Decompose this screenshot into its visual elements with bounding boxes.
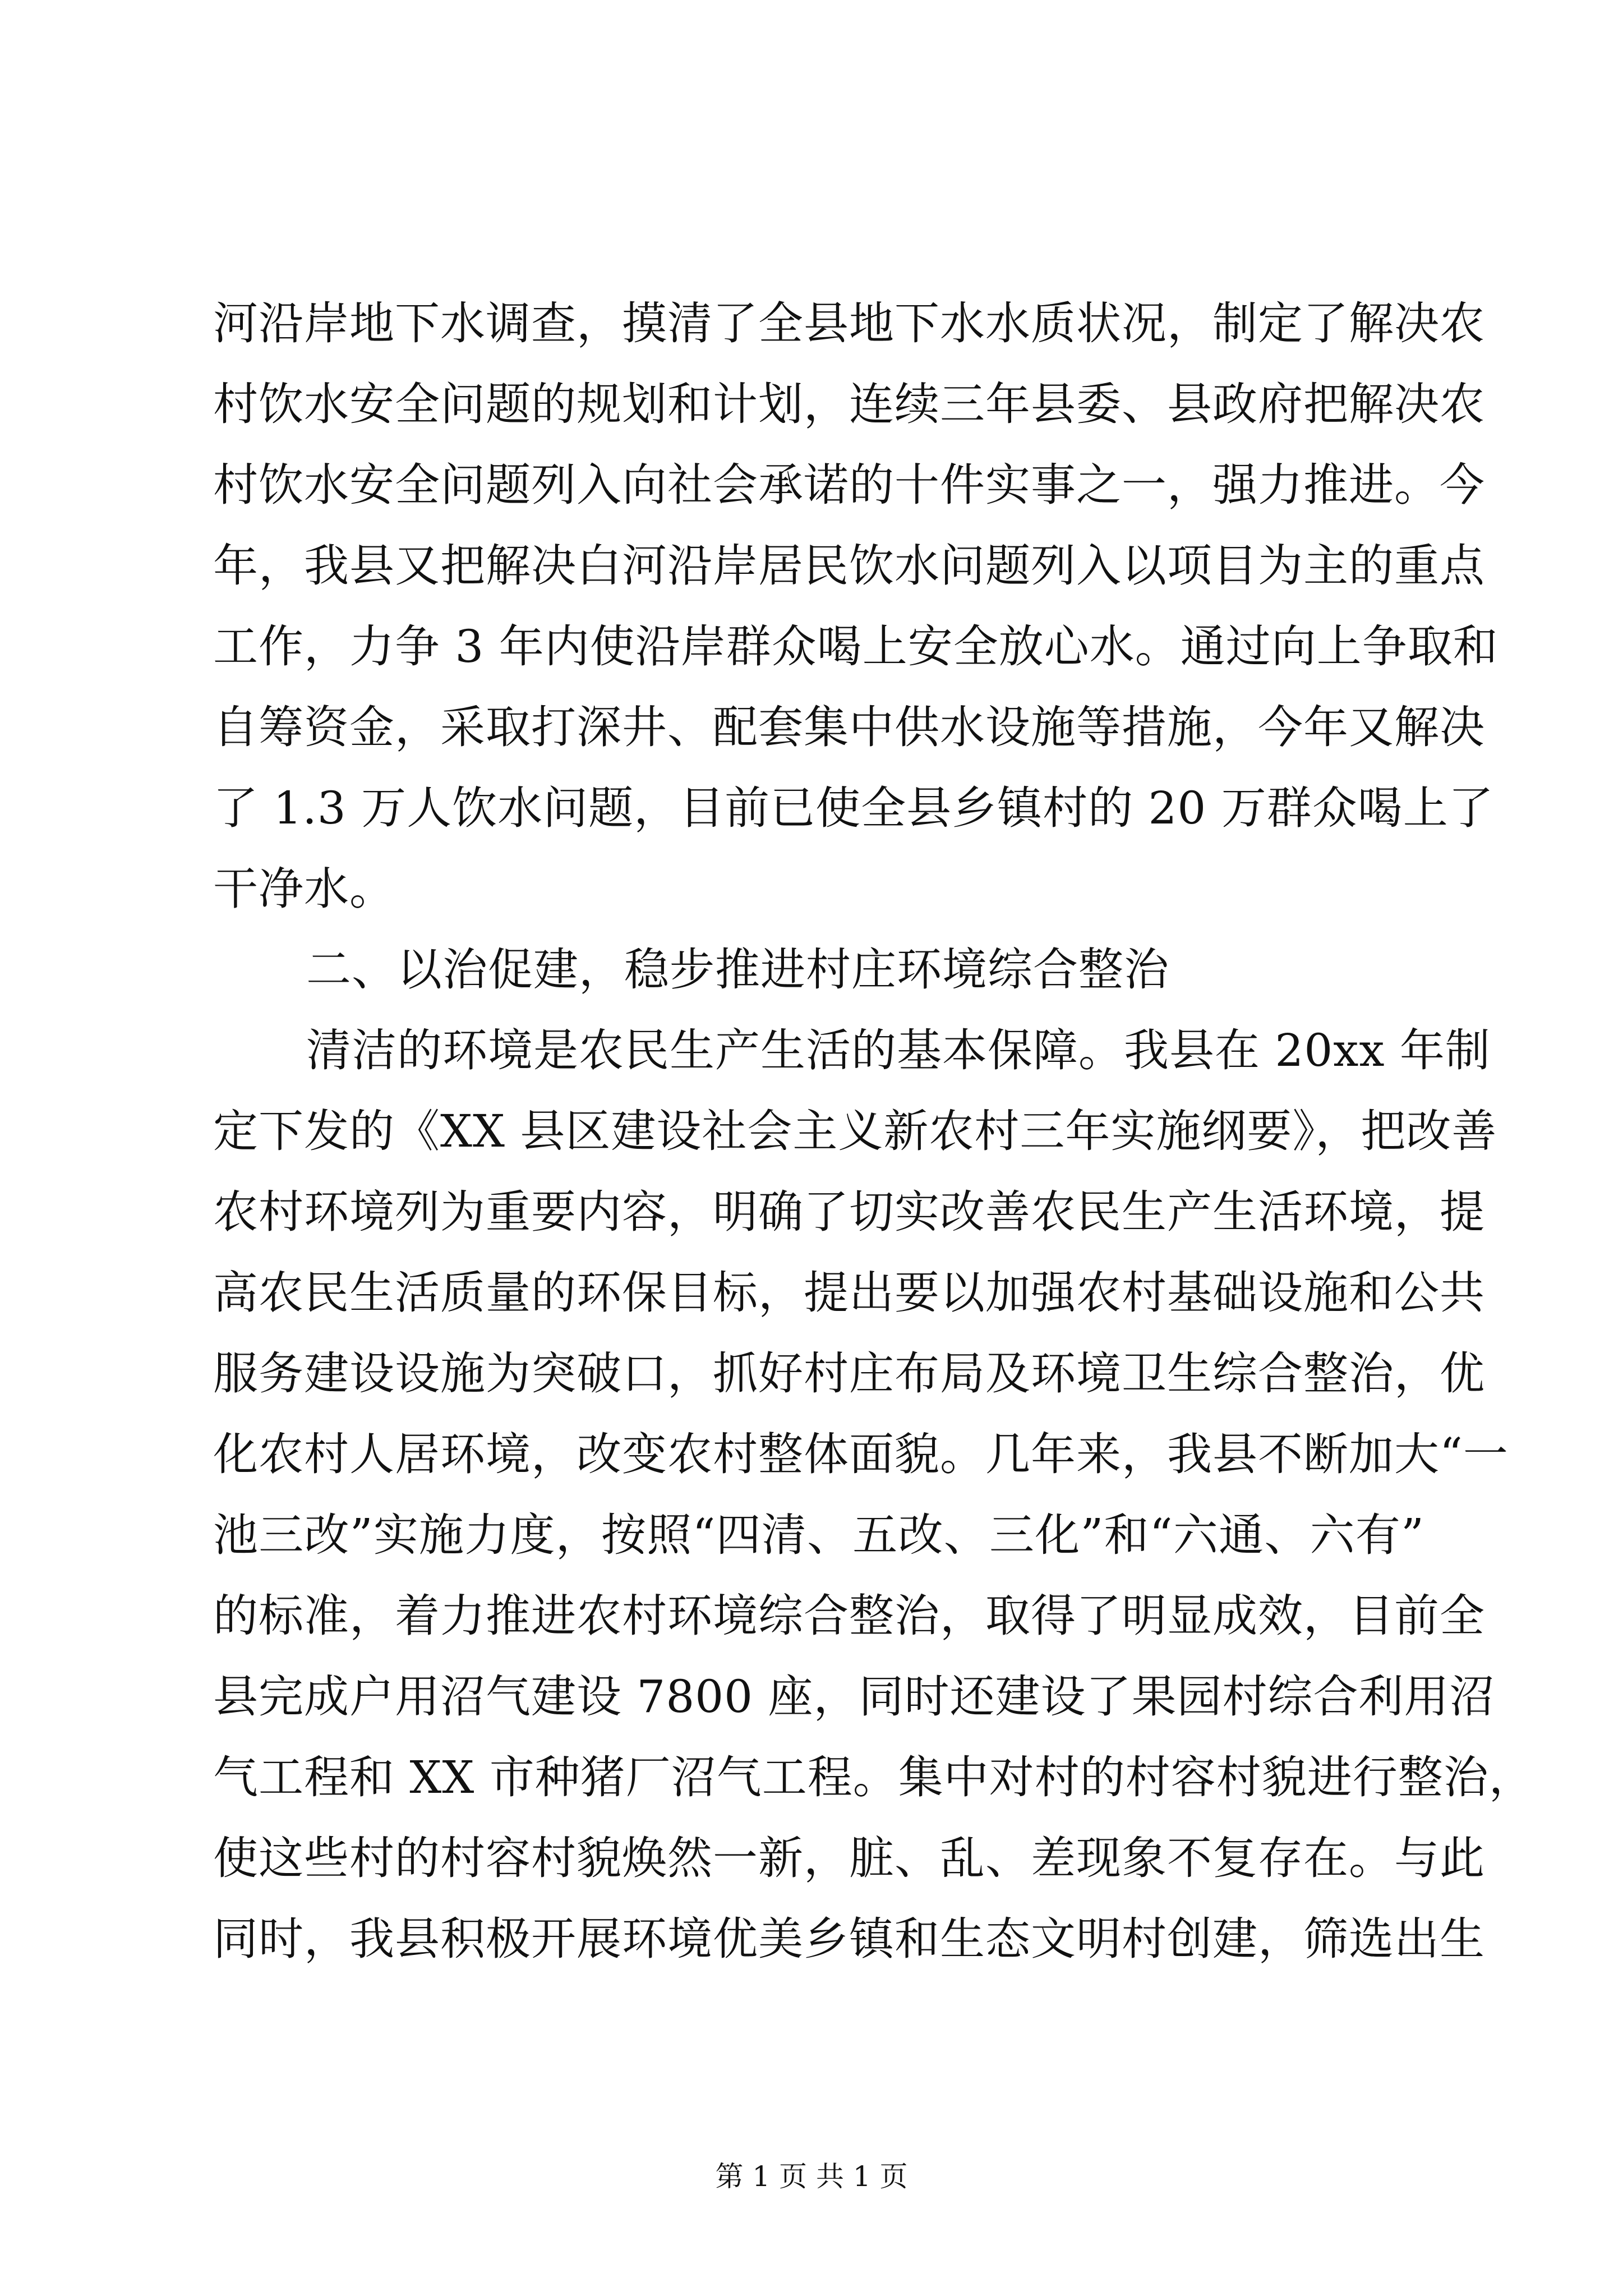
text-line: 池三改”实施力度，按照“四清、五改、三化”和“六通、六有” [213, 1509, 1424, 1561]
text-line: 服务建设设施为突破口，抓好村庄布局及环境卫生综合整治，优 [213, 1347, 1485, 1400]
text-line: 使这些村的村容村貌焕然一新，脏、乱、差现象不复存在。与此 [213, 1832, 1485, 1884]
section-heading: 二、以治促建，稳步推进村庄环境综合整治 [306, 944, 1169, 996]
text-line: 农村环境列为重要内容，明确了切实改善农民生产生活环境，提 [213, 1186, 1485, 1238]
text-line: 高农民生活质量的环保目标，提出要以加强农村基础设施和公共 [213, 1267, 1485, 1319]
text-line: 县完成户用沼气建设 7800 座，同时还建设了果园村综合利用沼 [213, 1671, 1495, 1723]
page-footer: 第 1 页 共 1 页 [715, 2160, 908, 2193]
text-line: 化农村人居环境，改变农村整体面貌。几年来，我县不断加大“一 [213, 1428, 1509, 1480]
text-line: 干净水。 [213, 863, 395, 915]
text-line: 村饮水安全问题列入向社会承诺的十件实事之一，强力推进。今 [213, 459, 1485, 511]
text-line: 气工程和 XX 市种猪厂沼气工程。集中对村的村容村貌进行整治， [213, 1751, 1534, 1803]
text-line: 村饮水安全问题的规划和计划，连续三年县委、县政府把解决农 [213, 378, 1485, 430]
paragraph-first-line: 清洁的环境是农民生产生活的基本保障。我县在 20xx 年制 [306, 1024, 1491, 1076]
text-line: 自筹资金，采取打深井、配套集中供水设施等措施，今年又解决 [213, 701, 1485, 753]
text-line: 了 1.3 万人饮水问题，目前已使全县乡镇村的 20 万群众喝上了 [213, 782, 1494, 834]
text-line: 的标准，着力推进农村环境综合整治，取得了明显成效，目前全 [213, 1590, 1485, 1642]
text-line: 定下发的《XX 县区建设社会主义新农村三年实施纲要》，把改善 [213, 1105, 1497, 1157]
text-line: 年，我县又把解决白河沿岸居民饮水问题列入以项目为主的重点 [213, 540, 1485, 592]
text-line: 河沿岸地下水调查，摸清了全县地下水水质状况，制定了解决农 [213, 297, 1485, 349]
document-body [213, 283, 1534, 1980]
text-line: 同时，我县积极开展环境优美乡镇和生态文明村创建，筛选出生 [213, 1913, 1485, 1965]
text-line: 工作，力争 3 年内使沿岸群众喝上安全放心水。通过向上争取和 [213, 620, 1498, 673]
